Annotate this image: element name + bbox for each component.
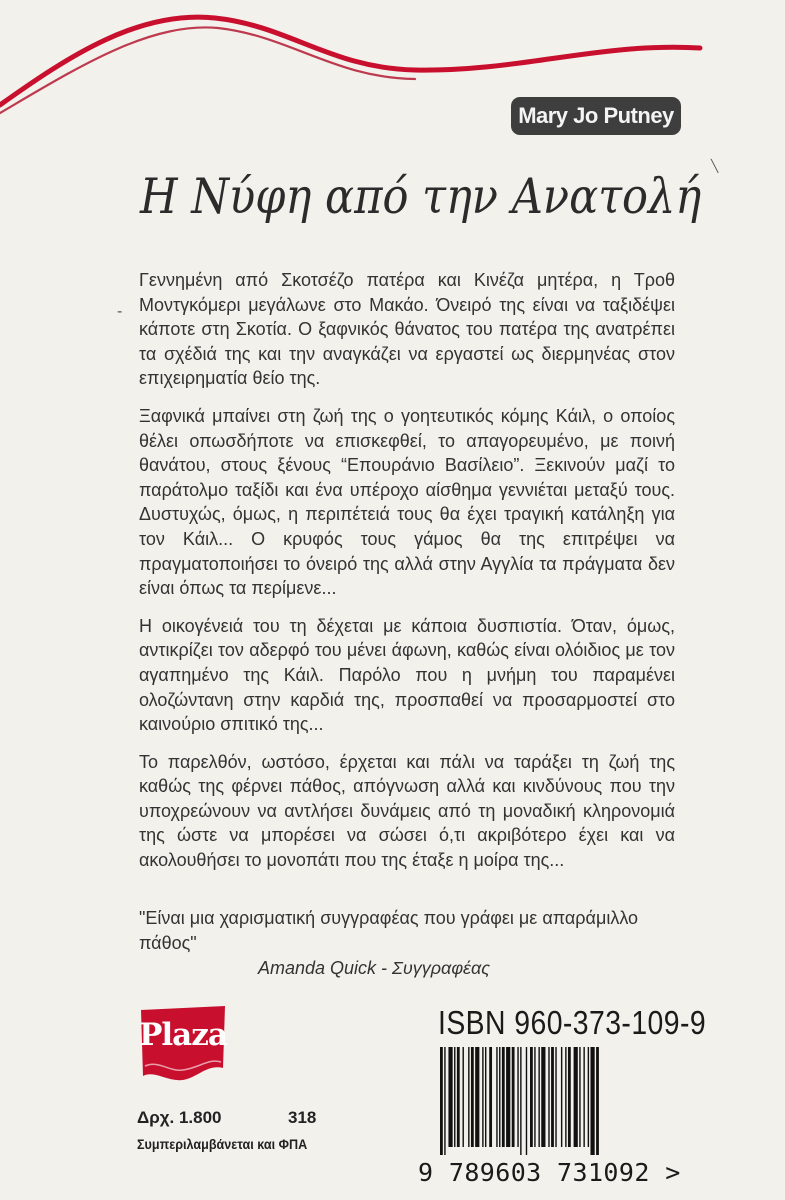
barcode-bar	[517, 1047, 518, 1147]
barcode-bar	[499, 1047, 500, 1147]
barcode-bar	[579, 1047, 580, 1147]
barcode-bar	[555, 1047, 556, 1147]
barcode	[440, 1047, 665, 1155]
barcode-bar	[551, 1047, 554, 1147]
barcode-bar	[565, 1047, 566, 1147]
review-quote: "Είναι μια χαρισματική συγγραφέας που γράφει με απαράμιλλο πάθος"	[139, 908, 639, 953]
catalog-code: 318	[288, 1108, 317, 1127]
barcode-bar	[489, 1047, 492, 1147]
blurb-paragraph: Γεννημένη από Σκοτσέζο πατέρα και Κινέζα μητέρα, η Τροθ Μοντγκόμερι μεγάλωνε στο Μακάο. Όνειρό της είναι να ταξιδέψει κάποτε στη Σκοτία. Ο ξαφνικός θάνατος του πατέρα της ανατρέπει τα σχέδιά της και την αναγκάζει να εργαστεί ως διερμηνέας στον επιχειρηματία θείο της.	[139, 270, 675, 389]
barcode-bar	[496, 1047, 497, 1147]
blurb-paragraph: Ξαφνικά μπαίνει στη ζωή της ο γοητευτικός κόμης Κάιλ, ο οποίος θέλει οπωσδήποτε να επισκεφθεί, το απαγορευμένο, με ποινή θανάτου, στους ξένους “Επουράνιο Βασίλειο”. Ξεκινούν μαζί το παράτολμο ταξίδι και ένα υπέροχο αίσθημα γεννιέται μεταξύ τους. Δυστυχώς, όμως, η περιπέτειά τους θα έχει τραγική κατάληξη για τον Κάιλ... Ο κρυφός τους γάμος θα της επιτρέψει να πραγματοποιήσει το όνειρό της αλλά στην Αγγλία τα πράγματα δεν είναι όπως τα περίμενε...	[139, 405, 675, 599]
barcode-bar	[530, 1047, 533, 1147]
barcode-bar	[568, 1047, 571, 1147]
barcode-bar	[512, 1047, 515, 1147]
barcode-bar	[475, 1047, 479, 1147]
tick-mark: ╲	[711, 159, 719, 173]
barcode-bar	[482, 1047, 483, 1147]
barcode-bar	[548, 1047, 549, 1147]
blurb-paragraph: Η οικογένειά του τη δέχεται με κάποια δυσπιστία. Όταν, όμως, αντικρίζει τον αδερφό του μένει άφωνη, καθώς είναι ολόιδιος με τον αγαπημένο της Κάιλ. Παρόλο που η μνήμη του παραμένει ολοζώντανη στην καρδιά της, προσπαθεί να προσαρμοστεί στο καινούριο σπιτικό της...	[139, 615, 675, 735]
barcode-bar	[583, 1047, 584, 1147]
barcode-bar	[454, 1047, 455, 1147]
margin-mark: -	[117, 303, 123, 320]
barcode-bar	[588, 1047, 589, 1147]
barcode-bar	[485, 1047, 486, 1147]
quote-attribution: Amanda Quick - Συγγραφέας	[258, 958, 490, 978]
author-badge	[511, 97, 681, 135]
price: Δρχ. 1.800	[137, 1108, 222, 1127]
barcode-bar	[468, 1047, 469, 1147]
barcode-bar	[526, 1047, 527, 1155]
barcode-bar	[502, 1047, 505, 1147]
publisher-logo	[137, 1004, 229, 1084]
barcode-bar	[541, 1047, 545, 1147]
barcode-bar	[574, 1047, 578, 1147]
barcode-bar	[596, 1047, 599, 1155]
barcode-bar	[448, 1047, 452, 1147]
barcode-bar	[471, 1047, 474, 1147]
publisher-name: Plaza	[139, 1017, 227, 1053]
barcode-bar	[538, 1047, 539, 1147]
barcode-bar	[440, 1047, 443, 1155]
barcode-bar	[590, 1047, 594, 1155]
barcode-bar	[520, 1047, 521, 1155]
barcode-bar	[534, 1047, 535, 1147]
barcode-bar	[457, 1047, 460, 1147]
blurb-text	[139, 268, 675, 886]
barcode-bar	[444, 1047, 445, 1155]
isbn: ISBN 960-373-109-9	[438, 1004, 707, 1041]
book-title: Η Νύφη από την Ανατολή	[140, 168, 702, 225]
blurb-paragraph: Το παρελθόν, ωστόσο, έρχεται και πάλι να ταράξει τη ζωή της καθώς της φέρνει πάθος, απόγνωση αλλά και κινδύνους που την υποχρεώνουν να αντλήσει δυνάμεις από τη μοναδική κληρονομιά της ώστε να μπορέσει να σώσει ό,τι ακριβότερο έχει και να ακολουθήσει το μονοπάτι που της έταξε η μοίρα της...	[139, 751, 675, 871]
author-name: Mary Jo Putney	[518, 103, 674, 128]
barcode-bar	[561, 1047, 562, 1147]
barcode-bar	[463, 1047, 464, 1147]
barcode-digits: 9 789603 731092 >	[418, 1158, 681, 1187]
vat-note: Συμπεριλαμβάνεται και ΦΠΑ	[137, 1136, 308, 1152]
barcode-bar	[506, 1047, 510, 1147]
